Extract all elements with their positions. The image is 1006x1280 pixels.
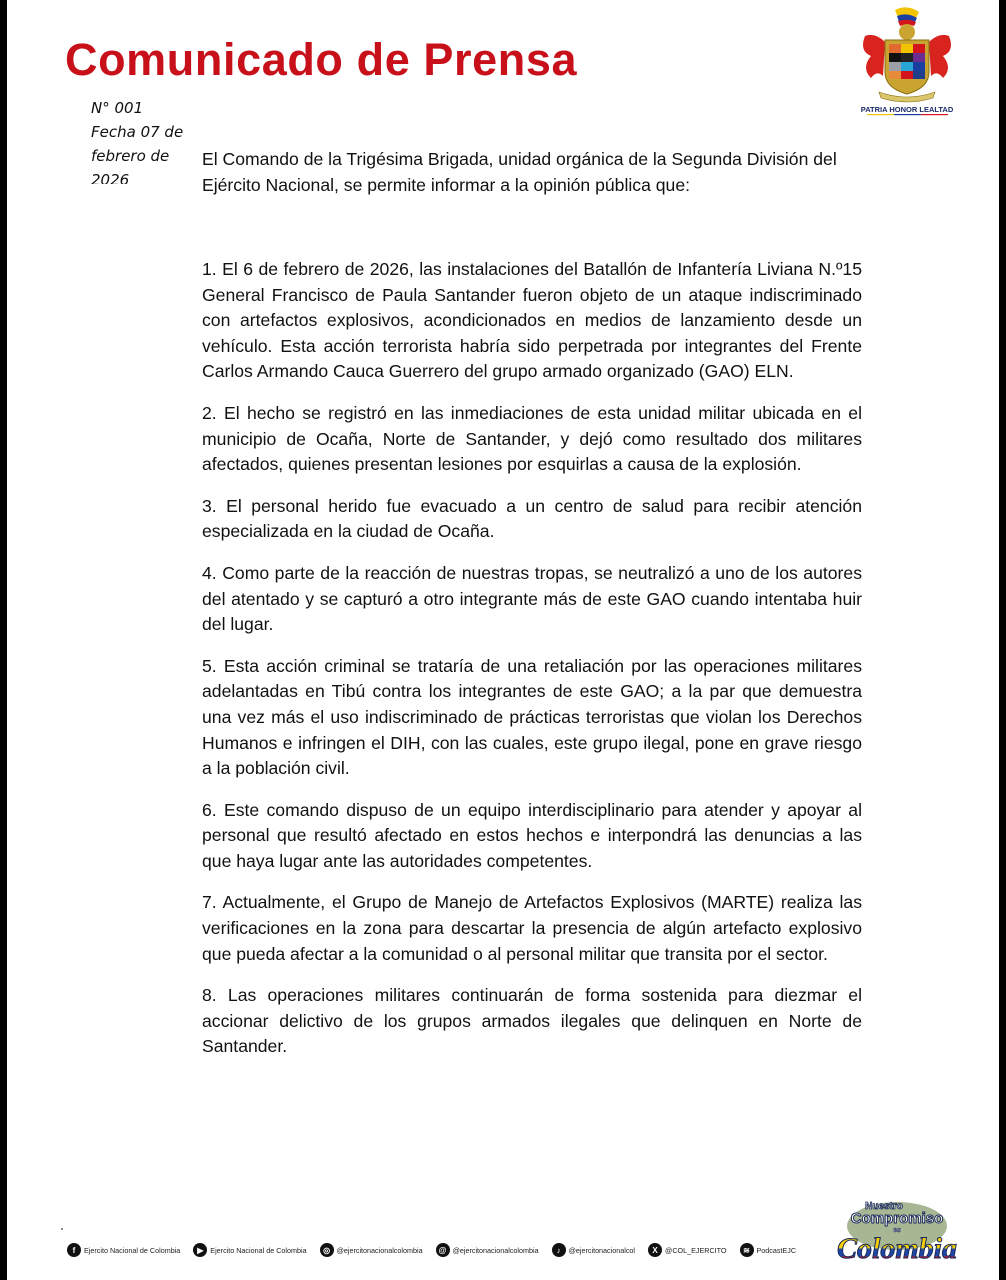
item-paragraph: 3. El personal herido fue evacuado a un centro de salud para recibir atención especializada en la ciudad de Ocaña. <box>202 495 862 542</box>
social-label: PodcastEJC <box>756 1245 797 1255</box>
social-label: @ejercitonacionalcolombia <box>336 1245 423 1255</box>
social-tiktok[interactable] <box>552 1243 635 1257</box>
svg-text:Colombia: Colombia <box>836 1232 958 1265</box>
item-paragraph: 8. Las operaciones militares continuarán de forma sostenida para diezmar el accionar delictivo de los grupos armados ilegales que delinquen en Norte de Santander. <box>202 985 862 1057</box>
svg-text:Nuestro: Nuestro <box>865 1201 903 1212</box>
facebook-icon: f <box>67 1243 81 1257</box>
youtube-icon: ▶ <box>193 1243 207 1257</box>
stray-dot <box>61 1228 63 1230</box>
svg-text:Compromiso: Compromiso <box>850 1210 944 1227</box>
numbered-items <box>202 257 862 1076</box>
brigade-crest-logo <box>857 6 957 116</box>
social-instagram[interactable] <box>320 1243 423 1257</box>
social-label: Ejercito Nacional de Colombia <box>210 1245 307 1255</box>
page-title: Comunicado de Prensa <box>65 34 578 85</box>
social-label: @ejercitonacionalcol <box>568 1245 636 1255</box>
social-youtube[interactable] <box>193 1243 306 1257</box>
release-meta <box>91 96 201 184</box>
press-release-page <box>7 0 999 1280</box>
social-footer <box>67 1236 802 1264</box>
item-paragraph: 7. Actualmente, el Grupo de Manejo de Artefactos Explosivos (MARTE) realiza las verificaciones en la zona para descartar la presencia de algún artefacto explosivo que pueda afectar a la comunidad o al personal militar que transita por el sector. <box>202 892 862 964</box>
social-label: @COL_EJERCITO <box>665 1245 727 1255</box>
item-paragraph: 5. Esta acción criminal se trataría de una retaliación por las operaciones militares adelantadas en Tibú contra los integrantes de este GAO; a la par que demuestra una vez más el uso indiscriminado de prácticas terroristas que violan los Derechos Humanos e infringen el DIH, con las cuales, este grupo ilegal, pone en grave riesgo a la población civil. <box>202 655 862 779</box>
release-number: N° 001 <box>91 99 144 117</box>
release-date-line2: febrero de <box>91 147 170 165</box>
item-paragraph: 1. El 6 de febrero de 2026, las instalaciones del Batallón de Infantería Liviana N.º15 General Francisco de Paula Santander fueron objeto de un ataque indiscriminado con artefactos explosivos, acondicionados en medios de lanzamiento desde un vehículo. Esta acción terrorista habría sido perpetrada por integrantes del Frente Carlos Armando Cauca Guerrero del grupo armado organizado (GAO) ELN. <box>202 259 862 382</box>
social-label: Ejercito Nacional de Colombia <box>84 1245 181 1255</box>
social-spotify[interactable] <box>740 1243 797 1257</box>
intro-paragraph: El Comando de la Trigésima Brigada, unidad orgánica de la Segunda División del Ejército Nacional, se permite informar a la opinión pública que: <box>202 149 837 195</box>
x-icon: X <box>648 1243 662 1257</box>
item-paragraph: 4. Como parte de la reacción de nuestras tropas, se neutralizó a uno de los autores del atentado y se capturó a otro integrante más de este GAO cuando intentaba huir del lugar. <box>202 562 862 635</box>
instagram-icon: ◎ <box>320 1243 334 1257</box>
svg-text:es: es <box>893 1227 901 1234</box>
social-threads[interactable] <box>436 1243 539 1257</box>
social-facebook[interactable] <box>67 1243 180 1257</box>
item-paragraph: 6. Este comando dispuso de un equipo interdisciplinario para atender y apoyar al personal que resultó afectado en estos hechos e interpondrá las denuncias a las que haya lugar ante las autoridades competentes. <box>202 799 862 871</box>
nuestro-compromiso-colombia-logo <box>822 1196 972 1268</box>
threads-icon: @ <box>436 1243 450 1257</box>
item-paragraph: 2. El hecho se registró en las inmediaciones de esta unidad militar ubicada en el municipio de Ocaña, Norte de Santander, y dejó como resultado dos militares afectados, quienes presentan lesiones por esquirlas a causa de la explosión. <box>202 402 862 475</box>
release-date-line3: 2026 <box>91 171 130 184</box>
social-label: @ejercitonacionalcolombia <box>452 1245 539 1255</box>
tiktok-icon: ♪ <box>552 1243 566 1257</box>
svg-text:PATRIA HONOR LEALTAD: PATRIA HONOR LEALTAD <box>860 105 954 114</box>
spotify-icon: ≋ <box>740 1243 754 1257</box>
social-x[interactable] <box>648 1243 726 1257</box>
release-date-line1: Fecha 07 de <box>91 123 184 141</box>
